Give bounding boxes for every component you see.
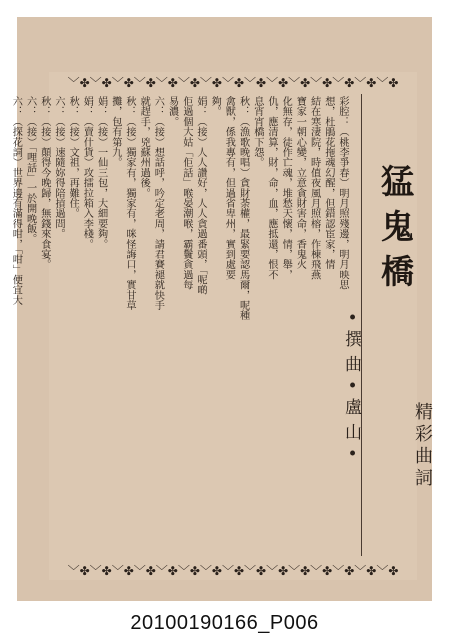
lyric-column: 禽獸，係我專有，但過省卑州，實到處要 bbox=[223, 96, 235, 280]
lyric-column: 六：（接）想話呼，吟定老周，請君賽褪就快手 bbox=[152, 96, 164, 311]
page-subtitle: 精彩曲詞 bbox=[412, 402, 433, 490]
lyric-column: 攤，包有第九。 bbox=[109, 96, 121, 168]
lyric-column: 六：（探花詞）世界邊有滿得咁，「咁」便宜大 bbox=[10, 96, 22, 306]
lyric-column: 娟：（接）一仙三包，大細要夠。 bbox=[95, 96, 107, 249]
lyric-column: 娟：（賣什貨）攻擂拉箱入李棧。 bbox=[81, 96, 93, 249]
image-caption: 20100190166_P006 bbox=[130, 612, 319, 634]
bottom-ornament-border: ﹀✤﹀✤﹀✤﹀✤﹀✤﹀✤﹀✤﹀✤﹀✤﹀✤﹀✤﹀✤﹀✤﹀✤﹀✤ bbox=[67, 564, 399, 578]
lyric-column: 秋：（接）顛得今晚歸，無錢來食宴。 bbox=[38, 96, 50, 270]
lyric-column: 夠。 bbox=[209, 96, 221, 117]
lyric-column: 寶家一朝心變，立意貪財害命，香鬼火 bbox=[294, 96, 306, 270]
title-divider-line bbox=[361, 94, 362, 556]
lyric-column: 秋：（漁歌晚唱）貪財荼權，最緊要認馬爾，呢種 bbox=[237, 96, 249, 321]
lyric-column: 化無存，徒作亡魂，堆愁天懷，情，舉， bbox=[280, 96, 292, 280]
lyric-column: 想，杜鵑花拖魂幻醒，但錯認宦家，情 bbox=[322, 96, 334, 270]
lyric-column: 就趕手，兇蘇州過後。 bbox=[138, 96, 150, 198]
lyric-column: 彩腔：（桃李爭春）明月照殘邊，明月映思 bbox=[337, 96, 348, 290]
document-sheet bbox=[10, 17, 433, 601]
lyric-column: 結在寒淒院，時值夜風月照榕，作棟飛燕 bbox=[308, 96, 320, 280]
lyric-column: 佢過個大姑「佢話」喉晏潮喉，霸鬢貪過每 bbox=[180, 96, 192, 290]
lyric-column: 六：（接）速隨妳得陪摃過問。 bbox=[53, 96, 64, 239]
lyric-column: 秋：（接）獨家有，獨家有，咪怪誨口，實甘草 bbox=[124, 96, 135, 311]
lyric-column: 仇，應清算，財，命，血，應抵還，恨不 bbox=[266, 96, 277, 280]
lyric-column: 易濃。 bbox=[166, 96, 178, 127]
top-ornament-border: ﹀✤﹀✤﹀✤﹀✤﹀✤﹀✤﹀✤﹀✤﹀✤﹀✤﹀✤﹀✤﹀✤﹀✤﹀✤ bbox=[67, 76, 399, 90]
lyric-column: 六：（接）「哩話」一於開晚飯。 bbox=[24, 96, 36, 244]
page-frame bbox=[10, 72, 433, 580]
lyric-column: 娟：（接）人人讚好，人人貪過番頭，「呢啲 bbox=[195, 96, 206, 295]
lyric-column: 秋：（接）文祖，再難住。 bbox=[67, 96, 79, 219]
lyric-column: 息宵宵橋下怨。 bbox=[251, 96, 263, 168]
page-title: 猛鬼橋 bbox=[376, 164, 415, 299]
lyricist-credit: •撰曲•盧山• bbox=[341, 312, 361, 467]
